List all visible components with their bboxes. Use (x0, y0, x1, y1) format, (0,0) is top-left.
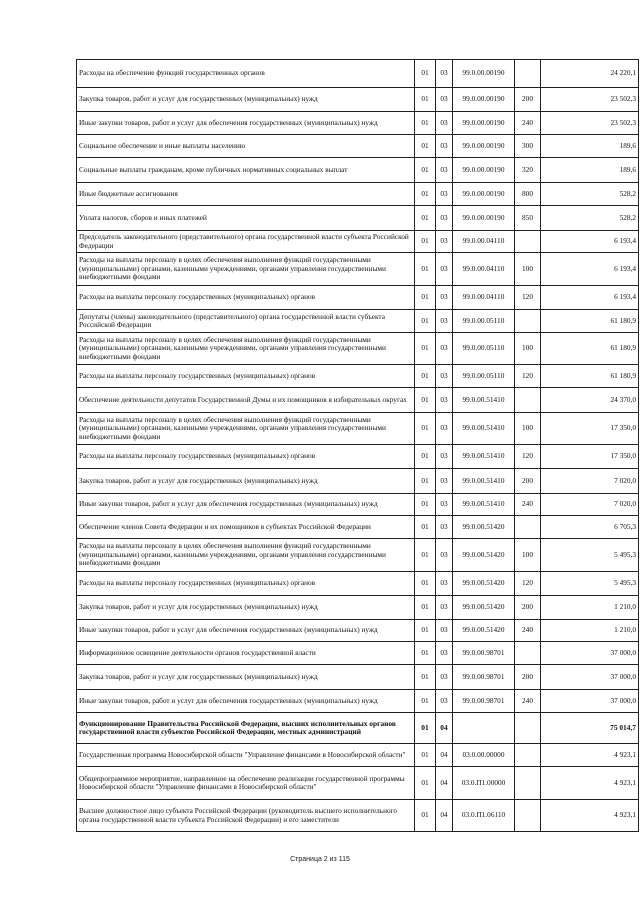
table-row (77, 310, 639, 333)
subsection-code-cell: 03 (436, 60, 453, 88)
section-code-cell: 01 (415, 112, 436, 135)
expense-type-code-cell (515, 800, 541, 832)
section-code-cell: 01 (415, 767, 436, 800)
table-row (77, 596, 639, 620)
row-name-cell: Расходы на выплаты персоналу в целях обеспечения выполнения функций государственными (муниципальными) органами, казенными учреждениями, органами управления государственными внебюджетными фондами (77, 253, 415, 286)
section-code-cell: 01 (415, 88, 436, 112)
target-article-code-cell: 03.0.00.00000 (453, 744, 515, 767)
target-article-code-cell: 03.0.П1.00000 (453, 767, 515, 800)
amount-cell: 1 210,0 (541, 620, 639, 642)
section-code-cell: 01 (415, 183, 436, 206)
page-number: Страница 2 из 115 (290, 856, 350, 863)
target-article-code-cell: 99.0.00.51420 (453, 596, 515, 620)
subsection-code-cell: 03 (436, 112, 453, 135)
subsection-code-cell: 03 (436, 572, 453, 596)
subsection-code-cell: 03 (436, 469, 453, 494)
expense-type-code-cell (515, 642, 541, 665)
section-code-cell: 01 (415, 620, 436, 642)
subsection-code-cell: 03 (436, 445, 453, 469)
section-code-cell: 01 (415, 800, 436, 832)
section-code-cell: 01 (415, 516, 436, 539)
row-name-cell: Обеспечение членов Совета Федерации и их помощников в субъектах Российской Федерации (77, 516, 415, 539)
section-code-cell: 01 (415, 231, 436, 253)
table-row (77, 572, 639, 596)
amount-cell: 23 502,3 (541, 88, 639, 112)
row-name-cell: Иные закупки товаров, работ и услуг для обеспечения государственных (муниципальных) нужд (77, 690, 415, 713)
target-article-code-cell (453, 713, 515, 744)
expense-type-code-cell (515, 310, 541, 333)
subsection-code-cell: 03 (436, 231, 453, 253)
subsection-code-cell: 03 (436, 596, 453, 620)
table-row (77, 388, 639, 413)
expense-type-code-cell: 120 (515, 286, 541, 310)
section-code-cell: 01 (415, 690, 436, 713)
expense-type-code-cell: 240 (515, 620, 541, 642)
amount-cell: 6 193,4 (541, 253, 639, 286)
budget-table (76, 59, 639, 832)
section-code-cell: 01 (415, 158, 436, 183)
target-article-code-cell: 99.0.00.51410 (453, 445, 515, 469)
amount-cell: 7 020,0 (541, 469, 639, 494)
row-name-cell: Социальное обеспечение и иные выплаты населению (77, 135, 415, 158)
amount-cell: 528,2 (541, 183, 639, 206)
expense-type-code-cell: 850 (515, 206, 541, 231)
target-article-code-cell: 99.0.00.00190 (453, 158, 515, 183)
row-name-cell: Расходы на выплаты персоналу государственных (муниципальных) органов (77, 286, 415, 310)
row-name-cell: Обеспечение деятельности депутатов Государственной Думы и их помощников в избирательных округах (77, 388, 415, 413)
table-row (77, 642, 639, 665)
amount-cell: 61 180,9 (541, 310, 639, 333)
section-code-cell: 01 (415, 333, 436, 365)
expense-type-code-cell: 240 (515, 690, 541, 713)
amount-cell: 4 923,1 (541, 744, 639, 767)
row-name-cell: Расходы на выплаты персоналу в целях обеспечения выполнения функций государственными (муниципальными) органами, казенными учреждениями, органами управления государственными внебюджетными фондами (77, 539, 415, 572)
row-name-cell: Закупка товаров, работ и услуг для государственных (муниципальных) нужд (77, 469, 415, 494)
amount-cell: 189,6 (541, 135, 639, 158)
table-row (77, 286, 639, 310)
subsection-code-cell: 03 (436, 690, 453, 713)
amount-cell: 37 000,0 (541, 665, 639, 690)
amount-cell: 61 180,9 (541, 365, 639, 388)
subsection-code-cell: 03 (436, 413, 453, 445)
target-article-code-cell: 99.0.00.51420 (453, 539, 515, 572)
amount-cell: 24 220,1 (541, 60, 639, 88)
section-code-cell: 01 (415, 539, 436, 572)
target-article-code-cell: 99.0.00.00190 (453, 88, 515, 112)
expense-type-code-cell (515, 744, 541, 767)
target-article-code-cell: 99.0.00.98701 (453, 642, 515, 665)
table-row (77, 445, 639, 469)
target-article-code-cell: 99.0.00.00190 (453, 135, 515, 158)
expense-type-code-cell (515, 388, 541, 413)
section-code-cell: 01 (415, 494, 436, 516)
target-article-code-cell: 99.0.00.51410 (453, 413, 515, 445)
amount-cell: 6 193,4 (541, 286, 639, 310)
amount-cell: 75 014,7 (541, 713, 639, 744)
row-name-cell: Расходы на выплаты персоналу государственных (муниципальных) органов (77, 365, 415, 388)
row-name-cell: Расходы на обеспечение функций государственных органов (77, 60, 415, 88)
subsection-code-cell: 03 (436, 310, 453, 333)
expense-type-code-cell: 100 (515, 333, 541, 365)
target-article-code-cell: 03.0.П1.06110 (453, 800, 515, 832)
subsection-code-cell: 04 (436, 800, 453, 832)
subsection-code-cell: 03 (436, 539, 453, 572)
section-code-cell: 01 (415, 286, 436, 310)
amount-cell: 6 705,3 (541, 516, 639, 539)
table-row (77, 231, 639, 253)
row-name-cell: Депутаты (члены) законодательного (представительного) органа государственной власти субъекта Российской Федерации (77, 310, 415, 333)
table-row (77, 516, 639, 539)
expense-type-code-cell: 100 (515, 413, 541, 445)
target-article-code-cell: 99.0.00.00190 (453, 183, 515, 206)
row-name-cell: Иные бюджетные ассигнования (77, 183, 415, 206)
subsection-code-cell: 03 (436, 516, 453, 539)
target-article-code-cell: 99.0.00.51410 (453, 494, 515, 516)
row-name-cell: Расходы на выплаты персоналу в целях обеспечения выполнения функций государственными (муниципальными) органами, казенными учреждениями, органами управления государственными внебюджетными фондами (77, 413, 415, 445)
amount-cell: 37 000,0 (541, 642, 639, 665)
table-row (77, 713, 639, 744)
target-article-code-cell: 99.0.00.05110 (453, 333, 515, 365)
amount-cell: 61 180,9 (541, 333, 639, 365)
expense-type-code-cell (515, 60, 541, 88)
target-article-code-cell: 99.0.00.00190 (453, 112, 515, 135)
target-article-code-cell: 99.0.00.05110 (453, 365, 515, 388)
expense-type-code-cell: 120 (515, 445, 541, 469)
row-name-cell: Иные закупки товаров, работ и услуг для обеспечения государственных (муниципальных) нужд (77, 620, 415, 642)
table-row (77, 333, 639, 365)
row-name-cell: Закупка товаров, работ и услуг для государственных (муниципальных) нужд (77, 665, 415, 690)
section-code-cell: 01 (415, 572, 436, 596)
table-row (77, 206, 639, 231)
section-code-cell: 01 (415, 60, 436, 88)
row-name-cell: Социальные выплаты гражданам, кроме публичных нормативных социальных выплат (77, 158, 415, 183)
table-row (77, 413, 639, 445)
expense-type-code-cell: 200 (515, 88, 541, 112)
row-name-cell: Информационное освещение деятельности органов государственной власти (77, 642, 415, 665)
amount-cell: 1 210,0 (541, 596, 639, 620)
amount-cell: 24 370,0 (541, 388, 639, 413)
subsection-code-cell: 03 (436, 365, 453, 388)
table-row (77, 60, 639, 88)
target-article-code-cell: 99.0.00.98701 (453, 665, 515, 690)
table-row (77, 135, 639, 158)
table-row (77, 88, 639, 112)
amount-cell: 23 502,3 (541, 112, 639, 135)
amount-cell: 528,2 (541, 206, 639, 231)
subsection-code-cell: 03 (436, 388, 453, 413)
subsection-code-cell: 03 (436, 183, 453, 206)
amount-cell: 189,6 (541, 158, 639, 183)
row-name-cell: Функционирование Правительства Российской Федерации, высших исполнительных органов государственной власти субъектов Российской Федерации, местных администраций (77, 713, 415, 744)
table-row (77, 744, 639, 767)
table-row (77, 494, 639, 516)
table-row (77, 112, 639, 135)
target-article-code-cell: 99.0.00.00190 (453, 206, 515, 231)
table-row (77, 158, 639, 183)
section-code-cell: 01 (415, 253, 436, 286)
subsection-code-cell: 03 (436, 494, 453, 516)
expense-type-code-cell: 200 (515, 596, 541, 620)
amount-cell: 37 000,0 (541, 690, 639, 713)
expense-type-code-cell: 100 (515, 253, 541, 286)
amount-cell: 17 350,0 (541, 413, 639, 445)
subsection-code-cell: 03 (436, 88, 453, 112)
table-row (77, 800, 639, 832)
subsection-code-cell: 04 (436, 713, 453, 744)
target-article-code-cell: 99.0.00.51410 (453, 469, 515, 494)
row-name-cell: Расходы на выплаты персоналу государственных (муниципальных) органов (77, 445, 415, 469)
table-row (77, 469, 639, 494)
section-code-cell: 01 (415, 596, 436, 620)
target-article-code-cell: 99.0.00.51410 (453, 388, 515, 413)
amount-cell: 5 495,3 (541, 572, 639, 596)
row-name-cell: Иные закупки товаров, работ и услуг для обеспечения государственных (муниципальных) нужд (77, 112, 415, 135)
amount-cell: 4 923,1 (541, 767, 639, 800)
section-code-cell: 01 (415, 445, 436, 469)
row-name-cell: Расходы на выплаты персоналу государственных (муниципальных) органов (77, 572, 415, 596)
subsection-code-cell: 03 (436, 158, 453, 183)
expense-type-code-cell (515, 767, 541, 800)
table-row (77, 767, 639, 800)
table-row (77, 253, 639, 286)
subsection-code-cell: 03 (436, 206, 453, 231)
target-article-code-cell: 99.0.00.04110 (453, 231, 515, 253)
target-article-code-cell: 99.0.00.51420 (453, 572, 515, 596)
subsection-code-cell: 03 (436, 665, 453, 690)
section-code-cell: 01 (415, 469, 436, 494)
row-name-cell: Высшее должностное лицо субъекта Российской Федерации (руководитель высшего исполнительного органа государственной власти субъекта Российской Федерации) и его заместители (77, 800, 415, 832)
expense-type-code-cell: 320 (515, 158, 541, 183)
expense-type-code-cell: 100 (515, 539, 541, 572)
row-name-cell: Председатель законодательного (представительного) органа государственной власти субъекта Российской Федерации (77, 231, 415, 253)
section-code-cell: 01 (415, 206, 436, 231)
section-code-cell: 01 (415, 310, 436, 333)
expense-type-code-cell (515, 231, 541, 253)
table-row (77, 620, 639, 642)
amount-cell: 17 350,0 (541, 445, 639, 469)
section-code-cell: 01 (415, 744, 436, 767)
row-name-cell: Уплата налогов, сборов и иных платежей (77, 206, 415, 231)
row-name-cell: Общепрограммное мероприятие, направленное на обеспечение реализации государственной программы Новосибирской области "Управление финансами в Новосибирской области" (77, 767, 415, 800)
section-code-cell: 01 (415, 135, 436, 158)
subsection-code-cell: 03 (436, 286, 453, 310)
subsection-code-cell: 03 (436, 620, 453, 642)
amount-cell: 5 495,3 (541, 539, 639, 572)
target-article-code-cell: 99.0.00.51420 (453, 620, 515, 642)
target-article-code-cell: 99.0.00.00190 (453, 60, 515, 88)
row-name-cell: Закупка товаров, работ и услуг для государственных (муниципальных) нужд (77, 88, 415, 112)
subsection-code-cell: 04 (436, 767, 453, 800)
expense-type-code-cell: 120 (515, 365, 541, 388)
row-name-cell: Расходы на выплаты персоналу в целях обеспечения выполнения функций государственными (муниципальными) органами, казенными учреждениями, органами управления государственными внебюджетными фондами (77, 333, 415, 365)
section-code-cell: 01 (415, 413, 436, 445)
row-name-cell: Закупка товаров, работ и услуг для государственных (муниципальных) нужд (77, 596, 415, 620)
section-code-cell: 01 (415, 665, 436, 690)
target-article-code-cell: 99.0.00.98701 (453, 690, 515, 713)
amount-cell: 4 923,1 (541, 800, 639, 832)
expense-type-code-cell: 120 (515, 572, 541, 596)
target-article-code-cell: 99.0.00.04110 (453, 286, 515, 310)
amount-cell: 6 193,4 (541, 231, 639, 253)
subsection-code-cell: 04 (436, 744, 453, 767)
target-article-code-cell: 99.0.00.04110 (453, 253, 515, 286)
expense-type-code-cell: 240 (515, 112, 541, 135)
table-row (77, 183, 639, 206)
table-row (77, 539, 639, 572)
row-name-cell: Государственная программа Новосибирской области "Управление финансами в Новосибирской области" (77, 744, 415, 767)
target-article-code-cell: 99.0.00.05110 (453, 310, 515, 333)
section-code-cell: 01 (415, 713, 436, 744)
amount-cell: 7 020,0 (541, 494, 639, 516)
expense-type-code-cell: 240 (515, 494, 541, 516)
table-row (77, 690, 639, 713)
table-row (77, 365, 639, 388)
subsection-code-cell: 03 (436, 253, 453, 286)
subsection-code-cell: 03 (436, 135, 453, 158)
table-row (77, 665, 639, 690)
row-name-cell: Иные закупки товаров, работ и услуг для обеспечения государственных (муниципальных) нужд (77, 494, 415, 516)
section-code-cell: 01 (415, 388, 436, 413)
expense-type-code-cell (515, 713, 541, 744)
expense-type-code-cell (515, 516, 541, 539)
expense-type-code-cell: 200 (515, 469, 541, 494)
subsection-code-cell: 03 (436, 642, 453, 665)
section-code-cell: 01 (415, 365, 436, 388)
expense-type-code-cell: 200 (515, 665, 541, 690)
expense-type-code-cell: 300 (515, 135, 541, 158)
target-article-code-cell: 99.0.00.51420 (453, 516, 515, 539)
section-code-cell: 01 (415, 642, 436, 665)
subsection-code-cell: 03 (436, 333, 453, 365)
budget-table-body (77, 60, 639, 832)
expense-type-code-cell: 800 (515, 183, 541, 206)
